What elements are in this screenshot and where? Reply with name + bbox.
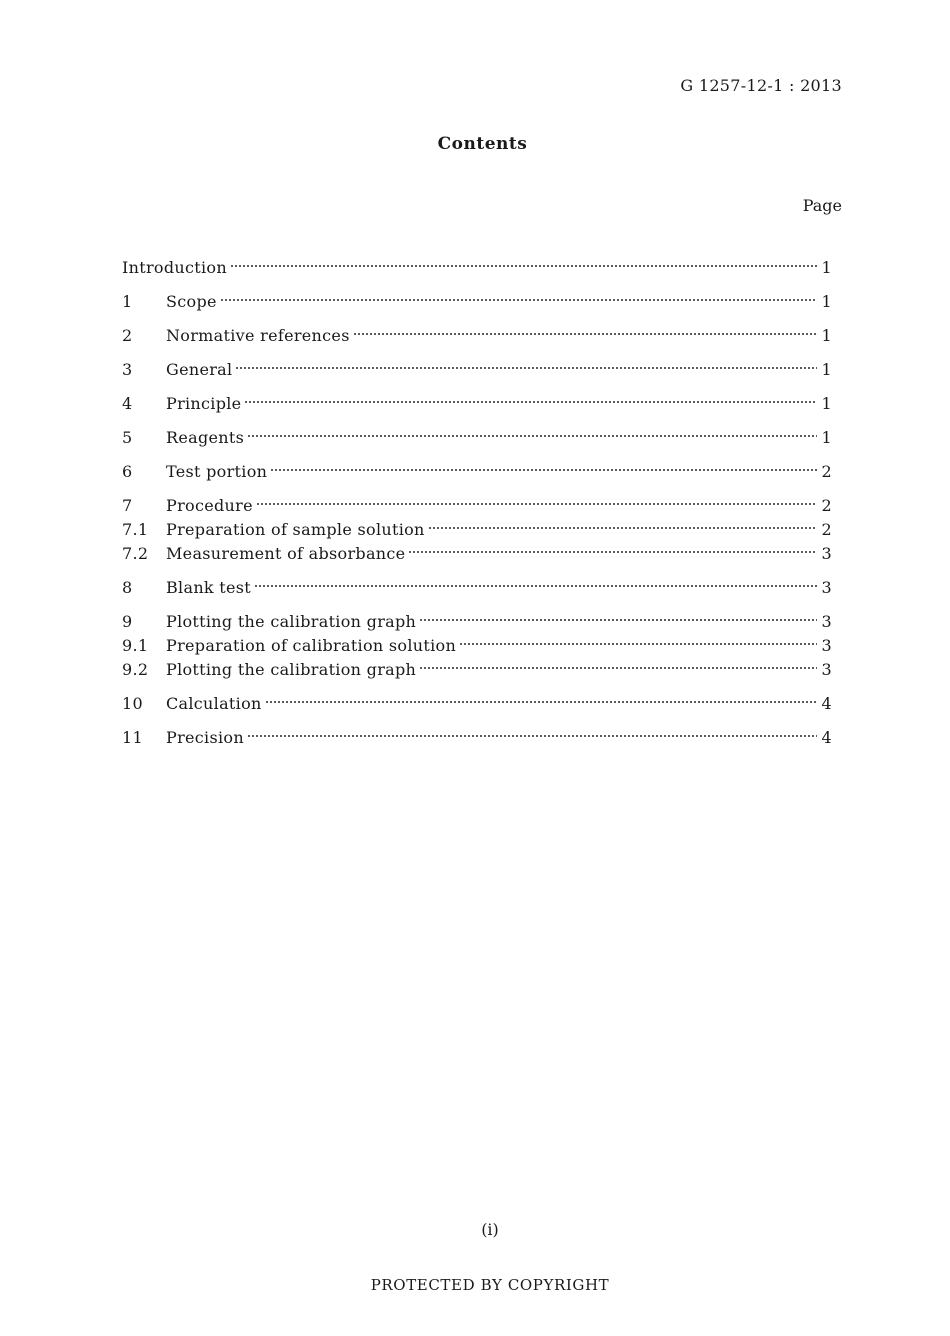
toc-entry-title: Normative references [166,326,350,345]
toc-entry-title: Principle [166,394,242,413]
dot-leader [244,401,817,403]
page-column-label: Page [802,196,842,215]
toc-entry-number: 8 [122,578,133,597]
toc-entry-page: 2 [821,462,832,481]
toc-group [122,578,832,602]
toc-entry-page: 1 [821,360,832,379]
toc-group [122,258,832,282]
dot-leader [419,667,817,669]
dot-leader [459,643,817,645]
toc-entry-page: 3 [821,612,832,631]
table-of-contents [122,258,832,762]
toc-entry-page: 3 [821,636,832,655]
toc-entry-page: 1 [821,258,832,277]
toc-entry-page: 2 [821,520,832,539]
toc-entry[interactable] [122,636,832,660]
toc-entry-title: Precision [166,728,244,747]
toc-entry[interactable] [122,428,832,452]
toc-entry-title: Measurement of absorbance [166,544,406,563]
toc-entry[interactable] [122,292,832,316]
toc-entry-title: Preparation of sample solution [166,520,425,539]
dot-leader [220,299,817,301]
toc-entry[interactable] [122,544,832,568]
toc-entry-page: 3 [821,544,832,563]
dot-leader [247,435,817,437]
toc-entry-number: 2 [122,326,133,345]
dot-leader [265,701,817,703]
toc-entry-number: 10 [122,694,143,713]
toc-group [122,496,832,568]
toc-entry[interactable] [122,578,832,602]
toc-entry-number: 11 [122,728,143,747]
toc-entry[interactable] [122,728,832,752]
contents-heading: Contents [437,134,528,154]
toc-entry[interactable] [122,694,832,718]
toc-group [122,360,832,384]
toc-entry-page: 3 [821,660,832,679]
toc-entry-number: 9 [122,612,133,631]
toc-entry-title: Reagents [166,428,245,447]
dot-leader [270,469,817,471]
toc-entry-page: 4 [821,728,832,747]
toc-group [122,292,832,316]
toc-entry-title: General [166,360,233,379]
toc-group [122,462,832,486]
toc-entry[interactable] [122,326,832,350]
document-id: G 1257-12-1 : 2013 [680,76,842,95]
toc-entry-title: Calculation [166,694,262,713]
toc-entry-page: 1 [821,394,832,413]
toc-entry-number: 9.1 [122,636,149,655]
toc-entry-title: Test portion [166,462,268,481]
toc-group [122,728,832,752]
toc-entry-page: 1 [821,292,832,311]
toc-entry-title: Scope [166,292,217,311]
toc-group [122,694,832,718]
toc-entry-title: Plotting the calibration graph [166,612,417,631]
toc-entry-title: Preparation of calibration solution [166,636,457,655]
toc-entry[interactable] [122,462,832,486]
dot-leader [235,367,817,369]
toc-entry[interactable] [122,660,832,684]
dot-leader [419,619,817,621]
toc-group [122,428,832,452]
toc-entry[interactable] [122,360,832,384]
toc-entry[interactable] [122,394,832,418]
dot-leader [353,333,817,335]
toc-entry-page: 3 [821,578,832,597]
toc-entry[interactable] [122,612,832,636]
toc-entry-title: Plotting the calibration graph [166,660,417,679]
toc-entry-title: Introduction [122,258,227,277]
toc-entry-page: 2 [821,496,832,515]
toc-entry-number: 7 [122,496,133,515]
toc-entry[interactable] [122,258,832,282]
footer-page-number: (i) [481,1220,499,1239]
toc-entry-number: 9.2 [122,660,149,679]
toc-entry-number: 1 [122,292,133,311]
toc-group [122,612,832,684]
dot-leader [428,527,817,529]
toc-entry-page: 1 [821,428,832,447]
toc-entry-page: 1 [821,326,832,345]
dot-leader [256,503,817,505]
toc-entry-number: 6 [122,462,133,481]
dot-leader [408,551,817,553]
toc-entry[interactable] [122,520,832,544]
toc-entry-number: 7.2 [122,544,149,563]
dot-leader [230,265,817,267]
dot-leader [254,585,817,587]
toc-entry-number: 3 [122,360,133,379]
toc-group [122,394,832,418]
toc-entry-number: 7.1 [122,520,149,539]
toc-entry-number: 5 [122,428,133,447]
toc-group [122,326,832,350]
dot-leader [247,735,817,737]
copyright-notice: PROTECTED BY COPYRIGHT [370,1276,610,1294]
toc-entry-title: Blank test [166,578,252,597]
toc-entry-page: 4 [821,694,832,713]
toc-entry-title: Procedure [166,496,253,515]
toc-entry-number: 4 [122,394,133,413]
toc-entry[interactable] [122,496,832,520]
